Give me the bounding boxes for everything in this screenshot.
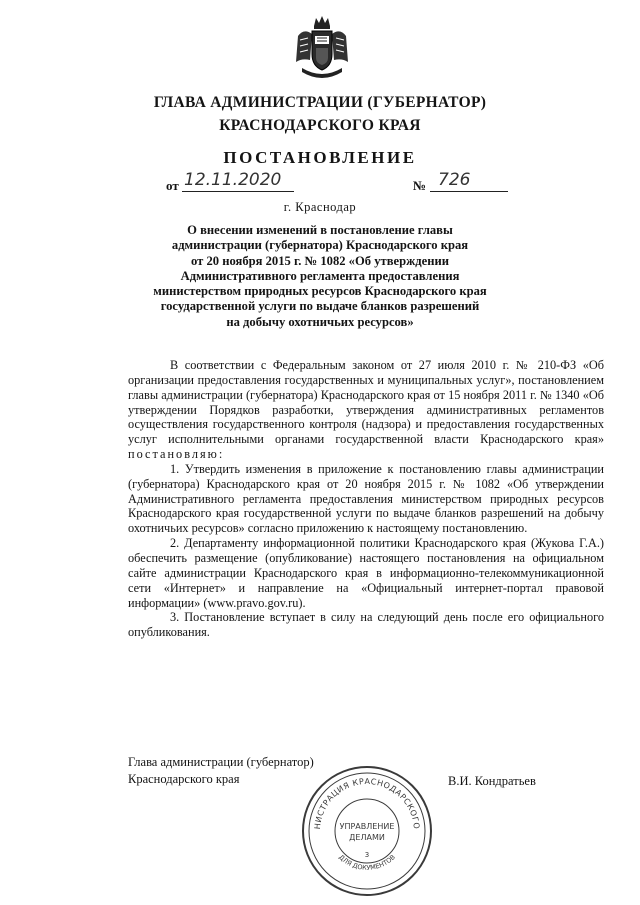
decree-date: 12.11.2020 xyxy=(184,170,282,190)
subject-line: государственной услуги по выдаче бланков разрешений xyxy=(160,299,480,314)
signatory-name: В.И. Кондратьев xyxy=(448,774,536,788)
number-prefix: № xyxy=(413,178,427,193)
signatory-position-line1: Глава администрации (губернатор) xyxy=(128,755,314,769)
coat-of-arms-icon xyxy=(292,14,352,84)
item-3: 3. Постановление вступает в силу на следующий день после его официального опубликования. xyxy=(128,610,604,640)
stamp-number: 3 xyxy=(364,851,370,859)
item-2: 2. Департаменту информационной политики Краснодарского края (Жукова Г.А.) обеспечить размещение (опубликование) настоящего постановления на официальном сайте администрации Краснодарского края в информационно-телекоммуникационной сети «Интернет» и направление на «Официальный интернет-портал правовой информации» (www.pravo.gov.ru). xyxy=(128,536,604,610)
city: г. Краснодар xyxy=(283,200,357,214)
subject-line: на добычу охотничьих ресурсов» xyxy=(226,314,414,329)
subject-line: от 20 ноября 2015 г. № 1082 «Об утверждении xyxy=(191,253,449,268)
subject-line: министерством природных ресурсов Краснодарского края xyxy=(153,284,487,299)
subject-line: Административного регламента предоставления xyxy=(180,268,460,283)
official-stamp xyxy=(298,762,436,900)
authority-title-line2: КРАСНОДАРСКОГО КРАЯ xyxy=(219,117,421,134)
preamble-paragraph xyxy=(128,358,604,462)
item-1: 1. Утвердить изменения в приложение к постановлению главы администрации (губернатора) Краснодарского края от 20 ноября 2015 г. № 1082 «Об утверждении Административного регламента предоставления министерством природных ресурсов Краснодарского края государственной услуги по выдаче бланков разрешений на добычу охотничьих ресурсов» согласно приложению к настоящему постановлению. xyxy=(128,461,604,536)
decree-body xyxy=(128,358,604,640)
decree-number: 726 xyxy=(438,170,471,190)
decree-subject xyxy=(0,223,640,330)
authority-title-line1: ГЛАВА АДМИНИСТРАЦИИ (ГУБЕРНАТОР) xyxy=(153,94,487,111)
decree-word: постановляю: xyxy=(128,447,225,462)
stamp-center-line1: УПРАВЛЕНИЕ xyxy=(339,822,395,831)
date-prefix: от xyxy=(166,178,179,193)
stamp-ring-text: НИСТРАЦИЯ КРАСНОДАРСКОГО xyxy=(312,776,422,830)
signatory-position-line2: Краснодарского края xyxy=(128,772,240,786)
number-underline xyxy=(430,191,508,192)
stamp-bottom-text: ДЛЯ ДОКУМЕНТОВ xyxy=(337,853,397,872)
stamp-center-line2: ДЕЛАМИ xyxy=(349,833,385,842)
subject-line: О внесении изменений в постановление главы xyxy=(187,223,453,237)
date-underline xyxy=(182,191,294,192)
decree-title: ПОСТАНОВЛЕНИЕ xyxy=(223,148,417,167)
subject-line: администрации (губернатора) Краснодарского края xyxy=(171,238,469,253)
preamble-text: В соответствии с Федеральным законом от 27 июля 2010 г. № 210-ФЗ «Об организации предоставления государственных и муниципальных услуг», постановлением главы администрации (губернатора) Краснодарского края от 15 ноября 2011 г. № 1340 «Об утверждении Порядков разработки, утверждения административных регламентов осуществления государственного контроля (надзора) и предоставления государственных услуг исполнительными органами государственной власти Краснодарского края» xyxy=(128,358,604,447)
